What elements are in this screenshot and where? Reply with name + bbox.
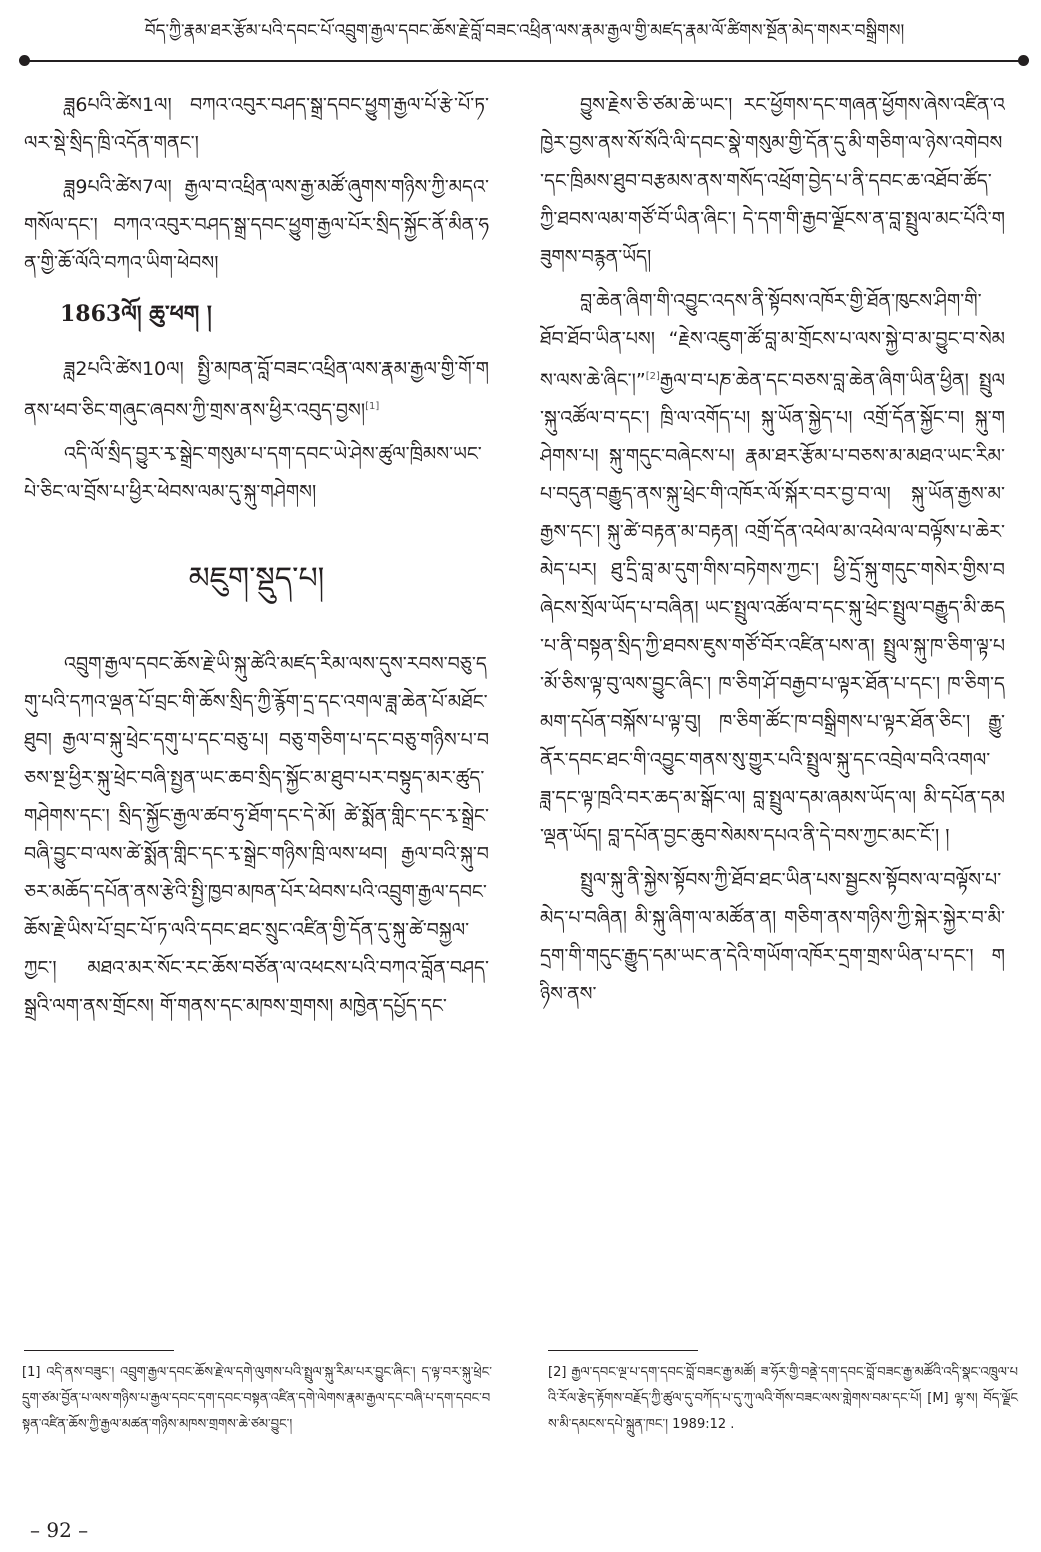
footnote-2: [2] རྒྱལ་དབང་ལྔ་པ་དག་དབང་བློ་བཟང་རྒྱ་མཚོ། ཟ་ཧོར་གྱི་བནྡེ་དག་དབང་བློ་བཟང་རྒྱ་མཚོའི་འདི་སྣང་འཁྲུལ་པའི་རོལ་རྩེད་རྟོགས་བརྗོད་ཀྱི་ཚུལ་དུ་བཀོད་པ་དུ་ཀུ་ལའི་གོས་བཟང་ལས་གླེགས་བམ་དང་པོ། [M] ལྷ་ས། བོད་ལྗོངས་མི་དམངས་དཔེ་སྐྲུན་ཁང་། 1989:12 . bbox=[548, 1365, 1018, 1432]
footnote-rule-right bbox=[548, 1350, 698, 1351]
running-header: བོད་ཀྱི་རྣམ་ཐར་རྩོམ་པའི་དབང་པོ་འབྲུག་རྒྱལ་དབང་ཆོས་རྗེ་བློ་བཟང་འཕྲིན་ལས་རྣམ་རྒྱལ་གྱི་མཛད་རྣམ་ལོ་ཚིགས་སྔོན་མེད་གསར་བསྒྲིགས། bbox=[144, 21, 905, 41]
right-paragraph-2-continued: རྒྱལ་བ་པཎ་ཆེན་དང་བཅས་བླ་ཆེན་ཞིག་ཡིན་ཕྱིན། སྤྲུལ་སྐུ་འཚོལ་བ་དང་། ཁྲི་ལ་འགོད་པ། སྐུ་ཡོན་སྐྱེད་པ། འགྲོ་དོན་སྐྱོང་བ། སྐུ་གཤེགས་པ། སྐུ་གདུང་བཞེངས་པ། རྣམ་ཐར་རྩོམ་པ་བཅས་མ་མཐའ་ཡང་རིམ་པ་བདུན་བརྒྱུད་ནས་སྐུ་ཕྲེང་གི་འཁོར་ལོ་སྐོར་བར་བྱ་བ་ལ། སྐུ་ཡོན་རྒྱས་མ་རྒྱས་དང་། སྐུ་ཚེ་བརྟན་མ་བརྟན། འགྲོ་དོན་འཕེལ་མ་འཕེལ་ལ་བལྟོས་པ་ཆེར་མེད་པར། ཐུ་དྲི་བླ་མ་དུག་གིས་བཏེགས་ཀྱང་། ཕྱི་དྲོ་སྐུ་གདུང་གསེར་གྱིས་བཞེངས་སྲོལ་ཡོད་པ་བཞིན། ཡང་སྤྲུལ་འཚོལ་བ་དང་སྐུ་ཕྲེང་སྤྲུལ་བརྒྱུད་མི་ཆད་པ་ནི་བསྟན་སྲིད་ཀྱི་ཐབས་ཇུས་གཙོ་བོར་འཛིན་པས་ན། སྤྲུལ་སྐུ་ཁ་ཅིག་ལྟ་པ་མོ་ཅིས་ལྟ་བུ་ལས་བྱུང་ཞིང་། ཁ་ཅིག་ཤོ་བརྒྱབ་པ་ལྟར་ཐོན་པ་དང་། ཁ་ཅིག་དམག་དཔོན་བསྐོས་པ་ལྟ་བུ། ཁ་ཅིག་ཚོང་ཁ་བསྒྲིགས་པ་ལྟར་ཐོན་ཅིང་། རྒྱུ་ནོར་དབང་ཐང་གི་འབྱུང་གནས་སུ་གྱུར་པའི་སྤྲུལ་སྐུ་དང་འབྲེལ་བའི་འགལ་ཟླ་དང་ལྟ་ཁྲའི་བར་ཆད་མ་སྒོང་ལ། བླ་སྤྲུལ་དམ་ཞམས་ཡོད་ལ། མི་དཔོན་དམ་ལྡན་ཡོད། བླ་དཔོན་བྱང་ཆུབ་སེམས་དཔའ་ནི་དེ་བས་ཀྱང་མང་ངོ་། ། bbox=[540, 369, 1005, 848]
page-number: – 92 – bbox=[30, 1518, 89, 1542]
section-title: མཇུག་སྡུད་པ། bbox=[188, 561, 325, 597]
footnote-1: [1] འདི་ནས་བཟུང་། འབྲུག་རྒྱལ་དབང་ཆོས་རྗེ་ལ་དགེ་ལུགས་པའི་སྤྲུལ་སྐུ་རིམ་པར་བྱུང་ཞིང་། ད་ལྟ་བར་སྐུ་ཕྲེང་དྲུག་ཙམ་བྱོན་པ་ལས་གཉིས་པ་རྒྱལ་དབང་དག་དབང་བསྟན་འཛིན་དགེ་ལེགས་རྣམ་རྒྱལ་དང་བཞི་པ་དག་དབང་བསྟན་འཛིན་ཆོས་ཀྱི་རྒྱལ་མཚན་གཉིས་མཁས་གྲགས་ཆེ་ཙམ་བྱུང་། bbox=[22, 1365, 492, 1432]
right-paragraph-2-text: བླ་ཆེན་ཞིག་གི་འབྱུང་འདས་ནི་སྟོབས་འཁོར་གྱི་ཐོན་ཁུངས་ཤིག་གི་ཐོབ་ཐོབ་ཡིན་པས། “རྗེས་འཇུག་ཚོ་བླ་མ་གྲོངས་པ་ལས་སྐྱེ་བ་མ་བྱུང་བ་སེམས་ལས་ཆེ་ཞིང་།” bbox=[540, 290, 1005, 392]
right-column bbox=[540, 86, 1005, 1019]
left-paragraph-4: འདི་ལོ་སྲིད་བྱུར་རྭ་སྒྲེང་གསུམ་པ་དག་དབང་ཡེ་ཤེས་ཚུལ་ཁྲིམས་ཡང་པེ་ཅིང་ལ་བྲོས་པ་ཕྱིར་ཕེབས་ལམ་དུ་སྐུ་གཤེགས། bbox=[24, 443, 482, 504]
footnote-marker-2: [2] bbox=[645, 371, 660, 382]
header-rule bbox=[24, 60, 1025, 62]
left-column bbox=[24, 86, 489, 1467]
left-paragraph-2: ཟླ9པའི་ཚེས7ལ། རྒྱལ་བ་འཕྲིན་ལས་རྒྱ་མཚོ་ཞུགས་གཉིས་ཀྱི་མདའ་གསོལ་དང་། བཀའ་འབུར་བཤད་སྒྲ་དབང་ཕྱུག་རྒྱལ་པོར་སྲིད་སྐྱོང་ནོ་མིན་ཧན་གྱི་ཆོ་ལོའི་བཀའ་ཡིག་ཕེབས། bbox=[24, 176, 489, 274]
footnote-marker-1: [1] bbox=[365, 401, 380, 412]
header-rule-right-dot bbox=[1018, 55, 1029, 66]
left-paragraph-5: འབྲུག་རྒྱལ་དབང་ཆོས་རྗེ་ཡི་སྐུ་ཚེའི་མཛད་རིམ་ལས་དུས་རབས་བཅུ་དགུ་པའི་དཀའ་ལྡན་པོ་བྲང་གི་ཆོས་སྲིད་ཀྱི་རྙོག་དྲ་དང་འགལ་ཟླ་ཆེན་པོ་མཐོང་ཐུབ། རྒྱལ་བ་སྐུ་ཕྲེང་དགུ་པ་དང་བཅུ་པ། བཅུ་གཅིག་པ་དང་བཅུ་གཉིས་པ་བཅས་སྔ་ཕྱིར་སྐུ་ཕྲེང་བཞི་སྤྱན་ཡང་ཆབ་སྲིད་སྐྱོང་མ་ཐུབ་པར་བསྟུད་མར་ཚུད་གཤེགས་དང་། སྲིད་སྐྱོང་རྒྱལ་ཚབ་ཧུ་ཐོག་དང་དེ་མོ། ཚེ་སྨོན་གླིང་དང་རྭ་སྒྲེང་བཞི་བྱུང་བ་ལས་ཚེ་སྨོན་གླིང་དང་རྭ་སྒྲེང་གཉིས་ཁྲི་ལས་ཕབ། རྒྱལ་བའི་སྐུ་བཅར་མཆོད་དཔོན་ནས་རྩེའི་སྤྱི་ཁྱབ་མཁན་པོར་ཕེབས་པའི་འབྲུག་རྒྱལ་དབང་ཆོས་རྗེ་ཡིས་པོ་བྲང་པོ་ཏ་ལའི་དབང་ཐང་སྲུང་འཛིན་གྱི་དོན་དུ་སྐུ་ཚེ་བསྐྱལ་ཀྱང་། མཐའ་མར་སོང་རང་ཆོས་བཙོན་ལ་འཕངས་པའི་བཀའ་བློན་བཤད་སྒྲའི་ལག་ནས་གྲོངས། གོ་གནས་དང་མཁས་གྲགས། མཁྱེན་དཔྱོད་དང་ bbox=[24, 653, 489, 1018]
left-paragraph-3 bbox=[24, 350, 489, 429]
year-heading: 1863ལོ། ཆུ་ཕག ། bbox=[60, 301, 212, 327]
right-paragraph-3: སྤྲུལ་སྐུ་ནི་སྐྱེས་སྟོབས་ཀྱི་ཐོབ་ཐང་ཡིན་པས་སྦྱངས་སྟོབས་ལ་བལྟོས་པ་མེད་པ་བཞིན། མི་སྐུ་ཞིག་ལ་མཚོན་ན། གཅིག་ནས་གཉིས་ཀྱི་སྐེར་སྐྱེར་བ་མི་དྲག་གི་གདུང་རྒྱུད་དམ་ཡང་ན་དེའི་གཡོག་འཁོར་དྲག་གྲས་ཡིན་པ་དང་། གཉིས་ནས་ bbox=[540, 869, 1005, 1006]
left-paragraph-1: ཟླ6པའི་ཚེས1ལ། བཀའ་འབུར་བཤད་སྒྲ་དབང་ཕྱུག་རྒྱལ་པོ་རྩེ་པོ་ཏ་ལར་སྡེ་སྲིད་ཁྲི་འདོན་གནང་། bbox=[24, 94, 489, 154]
footnote-rule-left bbox=[24, 1350, 174, 1351]
right-paragraph-2 bbox=[540, 282, 1005, 855]
left-paragraph-3-text: ཟླ2པའི་ཚེས10ལ། སྤྱི་མཁན་བློ་བཟང་འཕྲིན་ལས་རྣམ་རྒྱལ་གྱི་གོ་གནས་ཕབ་ཅིང་གཞུང་ཞབས་ཀྱི་གྲས་ནས་ཕྱིར་འབུད་བྱས། bbox=[24, 358, 489, 422]
right-paragraph-1: བྱུས་རྗེས་ཅི་ཙམ་ཆེ་ཡང་། རང་ཕྱོགས་དང་གཞན་ཕྱོགས་ཞེས་འཛིན་འཁྱེར་བྱས་ནས་སོ་སོའི་ལི་དབང་སྣེ་གསུམ་གྱི་དོན་དུ་མི་གཅིག་ལ་ཉེས་འགེབས་དང་ཁྲིམས་ཐུབ་བརྩམས་ནས་གསོད་འཕྲོག་བྱེད་པ་ནི་དབང་ཆ་འཐོབ་ཚོད་ཀྱི་ཐབས་ལམ་གཙོ་བོ་ཡིན་ཞིང་། དེ་དག་གི་རྒྱབ་ལྗོངས་ན་བླ་སྤྲུལ་མང་པོའི་གཟུགས་བརྙན་ཡོད། bbox=[540, 94, 1005, 268]
